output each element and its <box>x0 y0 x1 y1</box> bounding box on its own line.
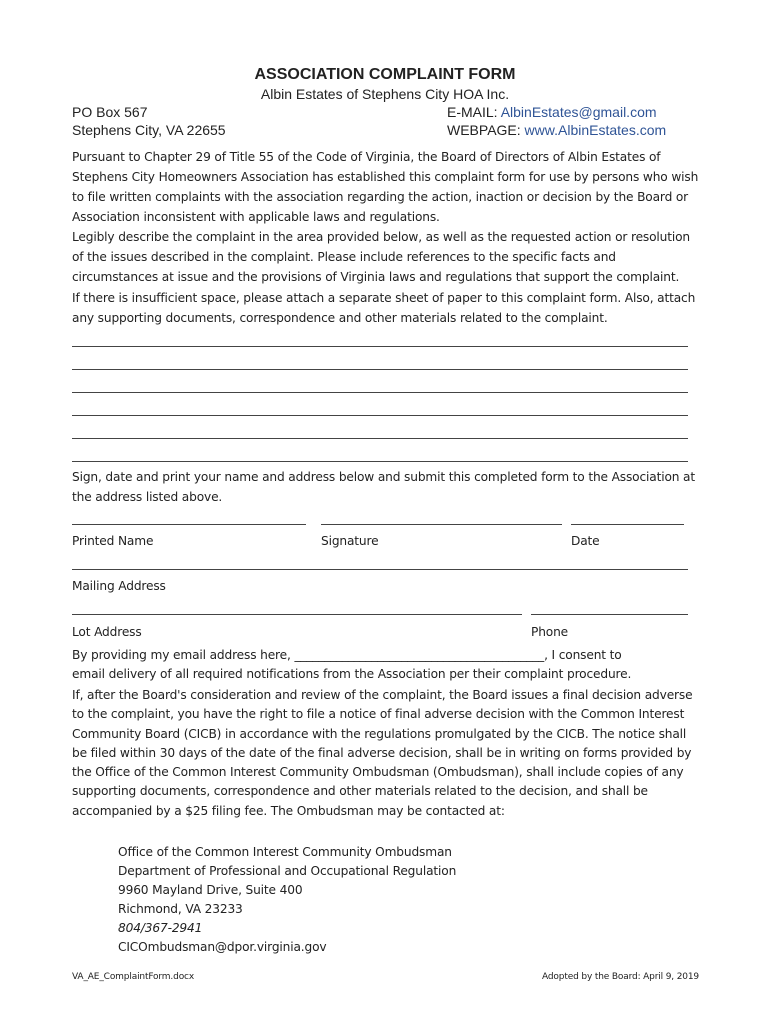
complaint-line-4[interactable] <box>72 415 688 416</box>
signature-field[interactable] <box>321 524 562 525</box>
date-label: Date <box>571 534 600 548</box>
ombudsman-office: Office of the Common Interest Community Ombudsman <box>118 845 452 859</box>
webpage-link[interactable]: www.AlbinEstates.com <box>524 122 667 138</box>
consent-line <box>72 645 622 665</box>
intro-paragraph-1: Pursuant to Chapter 29 of Title 55 of the Code of Virginia, the Board of Directors of Albin Estates of Stephens City Homeowners Association has established this complaint form for use by persons who wish to file written complaints with the association regarding the action, inaction or decision by the Board or Association inconsistent with applicable laws and regulations. <box>72 150 699 224</box>
complaint-line-3[interactable] <box>72 392 688 393</box>
consent-before: By providing my email address here, <box>72 648 295 662</box>
printed-name-field[interactable] <box>72 524 306 525</box>
webpage-line <box>447 122 666 138</box>
ombudsman-email: CICOmbudsman@dpor.virginia.gov <box>118 940 327 954</box>
signature-label: Signature <box>321 534 379 548</box>
lot-address-field[interactable] <box>72 614 522 615</box>
po-box: PO Box 567 <box>72 104 148 120</box>
webpage-label: WEBPAGE: <box>447 122 525 138</box>
complaint-line-1[interactable] <box>72 346 688 347</box>
sign-instructions: Sign, date and print your name and address below and submit this completed form to the Association at the address listed above. <box>72 470 696 504</box>
ombudsman-phone: 804/367-2941 <box>118 921 203 935</box>
complaint-line-2[interactable] <box>72 369 688 370</box>
email-label: E-MAIL: <box>447 104 501 120</box>
date-field[interactable] <box>571 524 684 525</box>
consent-line-2: email delivery of all required notifications from the Association per their complaint procedure. <box>72 667 632 681</box>
email-line <box>447 104 657 120</box>
consent-email-field[interactable]: __________________________________________ <box>294 648 545 662</box>
complaint-line-6[interactable] <box>72 461 688 462</box>
intro-paragraph-2: Legibly describe the complaint in the area provided below, as well as the requested action or resolution of the issues described in the complaint. Please include references to the specific facts and circumstances at issue and the provisions of Virginia laws and regulations that support the complaint. <box>72 230 690 284</box>
footer-filename: VA_AE_ComplaintForm.docx <box>72 972 195 982</box>
phone-label: Phone <box>531 625 569 639</box>
email-link[interactable]: AlbinEstates@gmail.com <box>500 104 657 120</box>
form-title: ASSOCIATION COMPLAINT FORM <box>254 66 516 83</box>
footer-adopted-date: Adopted by the Board: April 9, 2019 <box>542 972 699 982</box>
ombudsman-department: Department of Professional and Occupational Regulation <box>118 864 457 878</box>
phone-field[interactable] <box>531 614 688 615</box>
ombudsman-street: 9960 Mayland Drive, Suite 400 <box>118 883 303 897</box>
lot-address-label: Lot Address <box>72 625 142 639</box>
mailing-address-field[interactable] <box>72 569 688 570</box>
ombudsman-city: Richmond, VA 23233 <box>118 902 243 916</box>
consent-after: , I consent to <box>544 648 622 662</box>
city-state-zip: Stephens City, VA 22655 <box>72 122 226 138</box>
adverse-decision-paragraph: If, after the Board's consideration and review of the complaint, the Board issues a final decision adverse to the complaint, you have the right to file a notice of final adverse decision with the Common Interest Community Board (CICB) in accordance with the regulations promulgated by the CICB. The notice shall be filed within 30 days of the date of the final adverse decision, shall be in writing on forms provided by the Office of the Common Interest Community Ombudsman (Ombudsman), shall include copies of any supporting documents, correspondence and other materials related to the decision, and shall be accompanied by a $25 filing fee. The Ombudsman may be contacted at: <box>72 688 693 818</box>
mailing-address-label: Mailing Address <box>72 579 166 593</box>
printed-name-label: Printed Name <box>72 534 154 548</box>
complaint-line-5[interactable] <box>72 438 688 439</box>
intro-paragraph-3: If there is insufficient space, please attach a separate sheet of paper to this complaint form. Also, attach any supporting documents, correspondence and other materials related to the complaint. <box>72 291 696 325</box>
organization-name: Albin Estates of Stephens City HOA Inc. <box>260 86 510 102</box>
